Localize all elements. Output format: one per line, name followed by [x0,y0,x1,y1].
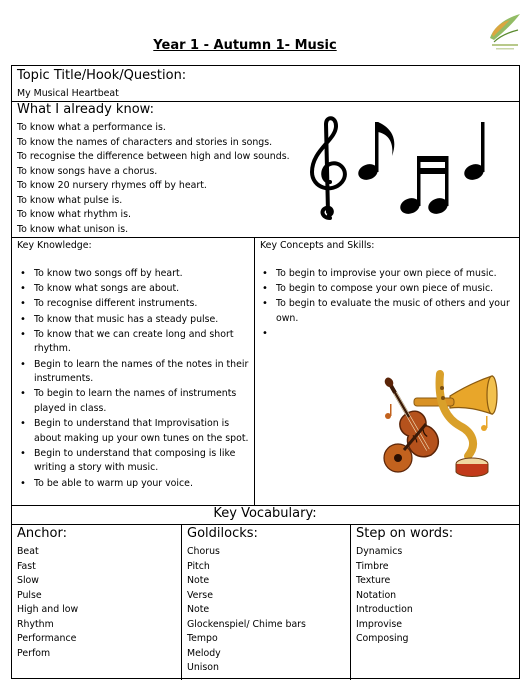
instruments-icon [380,366,498,478]
topic-heading: Topic Title/Hook/Question: [17,68,187,83]
list-item: • Begin to understand that Improvisation is about making up your own tunes on the spot. [17,417,249,446]
key-knowledge-heading: Key Knowledge: [17,240,92,251]
already-know-item: To know what a performance is. [17,122,166,133]
goldilocks-heading: Goldilocks: [187,526,258,541]
divider [254,237,255,505]
already-know-item: To know what unison is. [17,223,129,235]
list-item: Slow [17,575,39,586]
already-know-item: To know the names of characters and stories in songs. [17,136,273,148]
already-know-item: To know 20 nursery rhymes off by heart. [17,180,207,191]
list-item: • To know that music has a steady pulse. [17,313,249,328]
list-item: Dynamics [356,546,403,557]
already-know-heading: What I already know: [17,102,154,117]
list-item: Unison [187,662,219,673]
list-item: • To be able to warm up your voice. [17,477,249,492]
key-concepts-list [259,267,515,327]
list-item: Tempo [187,633,218,644]
list-item: Glockenspiel/ Chime bars [187,618,306,630]
list-item: • To recognise different instruments. [17,297,249,312]
music-notes-icon [302,114,502,224]
topic-value: My Musical Heartbeat [17,88,119,99]
list-item: Introduction [356,604,413,615]
list-item: Fast [17,560,36,572]
document-frame [11,65,520,679]
step-on-list [356,545,413,647]
list-item: Verse [187,589,213,601]
key-knowledge-list [17,267,249,492]
list-item: Chorus [187,546,220,557]
key-concepts-heading: Key Concepts and Skills: [260,240,375,251]
list-item: Timbre [356,560,389,572]
list-item: • To know two songs off by heart. [17,267,249,282]
goldilocks-list [187,545,306,676]
list-item: Perfom [17,647,51,659]
list-item: High and low [17,604,79,615]
list-item: Beat [17,546,39,557]
list-item: Improvise [356,618,403,630]
divider [350,524,351,680]
list-item: • To begin to learn the names of instruments played in class. [17,387,249,416]
list-item: Note [187,575,210,586]
list-item: • To know that we can create long and short rhythm. [17,328,249,357]
list-item: • To begin to compose your own piece of music. [259,282,515,297]
divider [12,237,519,238]
already-know-item: To know songs have a chorus. [17,165,158,177]
list-item: • To begin to improvise your own piece of music. [259,267,515,282]
list-item: Performance [17,633,77,644]
list-item: Pitch [187,560,210,572]
list-item: Rhythm [17,618,54,630]
step-on-heading: Step on words: [356,526,454,541]
list-item: • Begin to learn the names of the notes in their instruments. [17,358,249,387]
list-item: • To begin to evaluate the music of others and your own. [259,297,515,326]
list-item: Notation [356,589,397,601]
school-logo [484,8,524,54]
list-item: Composing [356,633,409,644]
already-know-item: To know what rhythm is. [17,209,131,220]
divider [12,524,519,525]
list-item: Melody [187,647,221,659]
list-item: • Begin to understand that composing is like writing a story with music. [17,447,249,476]
list-item: Texture [356,575,391,586]
page-title: Year 1 - Autumn 1- Music [153,38,337,53]
list-item: Pulse [17,589,42,601]
anchor-heading: Anchor: [17,526,67,541]
vocabulary-heading: Key Vocabulary: [213,506,317,521]
anchor-list [17,545,78,661]
already-know-item: To recognise the difference between high and low sounds. [17,151,290,162]
list-item: Note [187,604,210,615]
already-know-item: To know what pulse is. [17,194,123,206]
list-item: • To know what songs are about. [17,282,249,297]
divider [181,524,182,680]
